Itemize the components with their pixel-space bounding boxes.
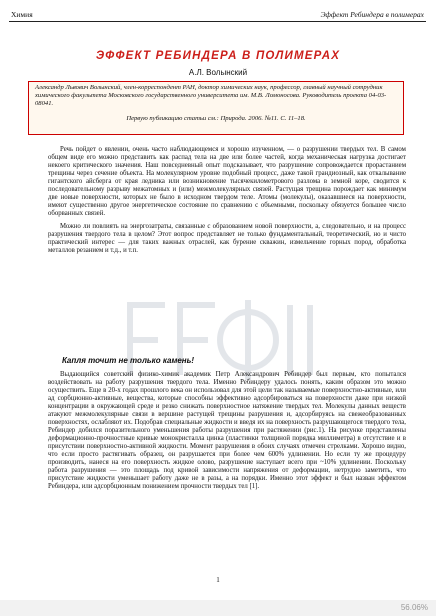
zoom-level[interactable]: 56.06% <box>400 603 428 612</box>
article-author: А.Л. Волынский <box>188 68 248 77</box>
paragraph: Выдающийся советский физико-химик академик Петр Александрович Ребиндер был первым, кто попытался воздействовать на работу разрушения твердого тела. Именно Ребиндеру удалось понять, каким образом это можно осуществить. Еще в 20-х годах прошлого века он использовал для этой цели так называемые поверхностно-активные, или ад сорбционно-активные, вещества, которые способны эффективно адсорбироваться на поверхности даже при низкой концентрации в окружающей среде и резко снижать поверхностное натяжение твердых тел. Молекулы данных веществ атакуют межмолекулярные связи в вершине растущей трещины разрушения и, адсорбируясь на свежеобразованных поверхностях, ослабляют их. Подобрав специальные жидкости и введя их на поверхность разрушающегося твердого тела, Ребиндер добился поразительного уменьшения работы разрушения при растяжении (рис.1). На рисунке представлены деформационно-прочностные кривые монокристалла цинка (пластинки толщиной порядка миллиметра) в отсутствие и в присутствии поверхностно-активной жидкости. Момент разрушения в обоих случаях отмечен стрелками. Хорошо видно, что если просто растягивать образец, он разрушается при более чем 600% удлинении. Но если ту же процедуру производить, нанеся на его поверхность жидкое олово, разрушение наступает всего при ~10% удлинении. Поскольку работа разрушения — это площадь под кривой зависимости напряжения от деформации, нетрудно заметить, что присутствие жидкости уменьшает работу даже не в разы, а на порядки. Именно этот эффект и был назван эффектом Ребиндера, или адсорбционным понижением прочности твердых тел [1]. <box>48 371 406 490</box>
viewer-status-bar <box>0 600 436 616</box>
running-head-title: Эффект Ребиндера в полимерах <box>320 10 424 19</box>
section-subheading: Капля точит не только камень! <box>62 356 195 365</box>
publication-note: Первую публикацию статьи см.: Природа. 2006. №11. С. 11–18. <box>126 114 306 122</box>
article-title: ЭФФЕКТ РЕБИНДЕРА В ПОЛИМЕРАХ <box>95 50 341 62</box>
author-info-box <box>28 81 404 135</box>
page-number: 1 <box>216 576 220 584</box>
author-info-text: Александр Львович Волынский, член-корреспондент РАН, доктор химических наук, профессор, главный научный сотрудник химического факультета Московского государственного университета им. М.В. Ломоносова. Руководитель проекта 04-03-08041. <box>35 84 387 108</box>
article-body-section-1 <box>48 146 406 255</box>
article-body-section-2 <box>48 371 406 491</box>
running-head-section: Химия <box>11 10 33 19</box>
paragraph: Речь пойдет о явлении, очень часто наблюдающемся и хорошо изученном, — о разрушении твердых тел. В самом общем виде его можно представить как распад тела на две или более частей, когда механическая нагрузка достигает некоего критического значения. Наш повседневный опыт подсказывает, что разрушение сопровождается прорастанием трещины через сечение объекта. На молекулярном уровне подобный процесс, даже такой грандиозный, как откалывание гигантского айсберга от края ледника или возникновение тысячекилометрового разлома в земной коре, сводится к последовательному разрыву межатомных и (или) межмолекулярных связей. Растущая трещина порождает как минимум две новые поверхности, которых не было в исходном твердом теле. Атомы (молекулы), оказавшиеся на поверхности, имеют существенно другое энергетическое состояние по сравнению с объемными, поскольку обязуется большее число оборванных связей. <box>48 146 406 217</box>
paragraph: Можно ли повлиять на энергозатраты, связанные с образованием новой поверхности, а, следовательно, и на процесс разрушения твердого тела в целом? Этот вопрос представляет не только фундаментальный, теоретический, но и чисто практический интерес — для таких важных отраслей, как бурение скважин, измельчение горных пород, обработка металлов резанием и т.д., и т.п. <box>48 223 406 254</box>
running-header <box>9 9 426 22</box>
